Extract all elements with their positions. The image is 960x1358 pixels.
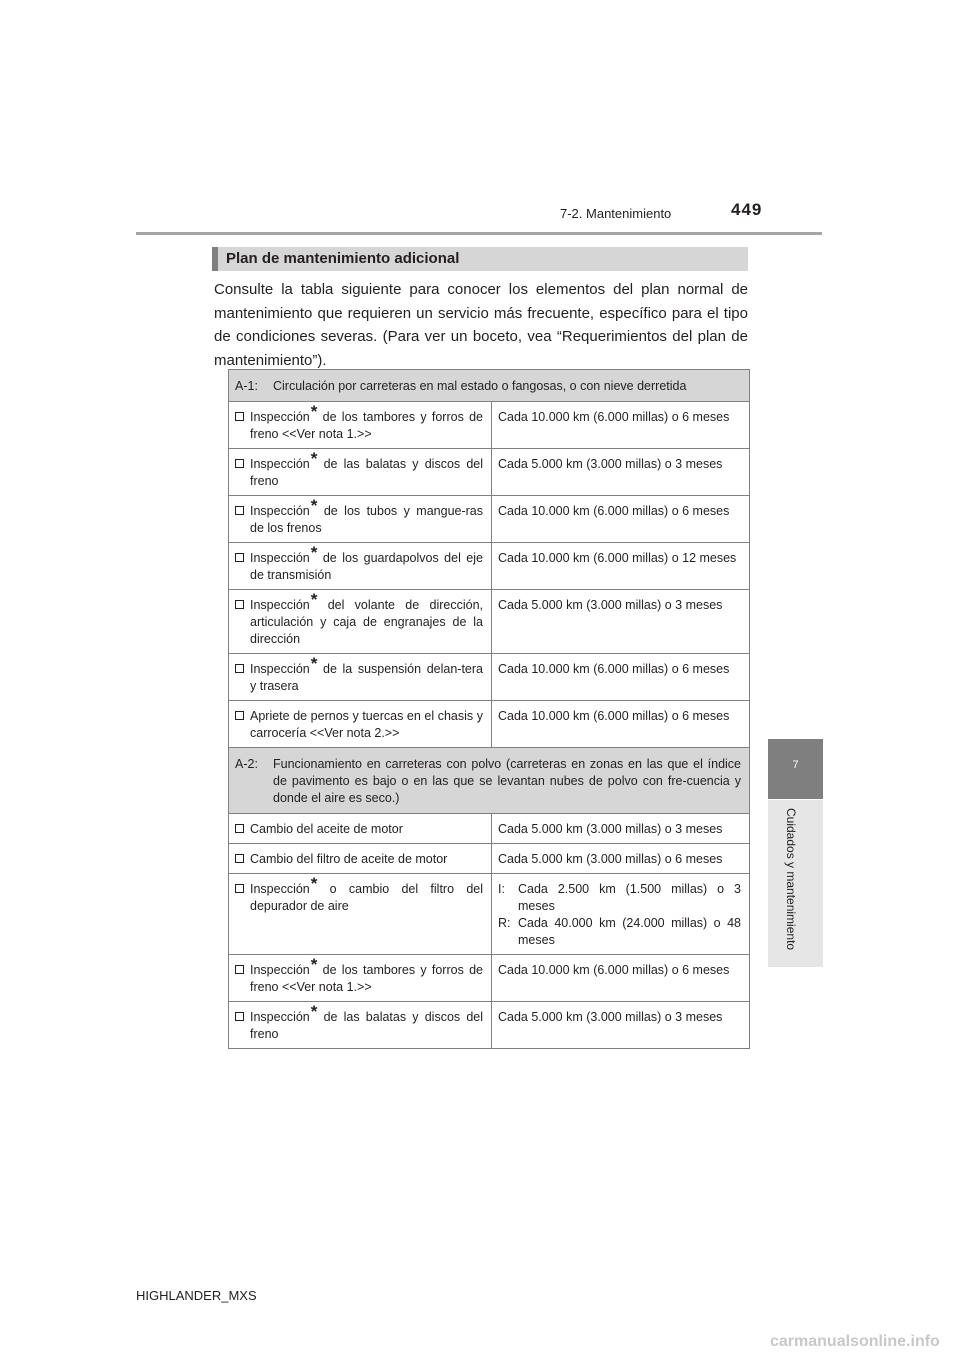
- checkbox-icon: [235, 854, 244, 863]
- table-row: [229, 402, 750, 449]
- service-interval: Cada 5.000 km (3.000 millas) o 6 meses: [492, 844, 750, 874]
- asterisk-icon: *: [310, 402, 318, 421]
- chapter-tab-label: Cuidados y mantenimiento: [784, 808, 798, 951]
- checkbox-icon: [235, 884, 244, 893]
- chapter-tab-number: 7: [792, 759, 799, 771]
- category-text: Funcionamiento en carreteras con polvo (carreteras en zonas en las que el índice de pavimento es bajo o en las que se levantan nubes de polvo con fre-cuencia y donde el aire es seco.): [273, 757, 741, 805]
- service-interval: [492, 874, 750, 955]
- inspection-code: I:: [498, 882, 505, 896]
- checkbox-icon: [235, 412, 244, 421]
- service-interval: Cada 10.000 km (6.000 millas) o 6 meses: [492, 955, 750, 1002]
- asterisk-icon: *: [310, 874, 318, 893]
- table-row: [229, 955, 750, 1002]
- table-row: [229, 814, 750, 844]
- category-row: [229, 370, 750, 402]
- service-interval: Cada 10.000 km (6.000 millas) o 6 meses: [492, 654, 750, 701]
- replacement-interval: Cada 40.000 km (24.000 millas) o 48 meses: [518, 916, 741, 947]
- table-row: [229, 543, 750, 590]
- header-rule: [136, 232, 822, 235]
- chapter-tab[interactable]: [768, 739, 823, 799]
- asterisk-icon: *: [310, 590, 318, 609]
- service-interval: Cada 5.000 km (3.000 millas) o 3 meses: [492, 814, 750, 844]
- category-row: [229, 748, 750, 814]
- section-title: Plan de mantenimiento adicional: [226, 250, 460, 267]
- item-text: Inspección* de las balatas y discos del freno: [250, 1002, 483, 1041]
- service-interval: Cada 5.000 km (3.000 millas) o 3 meses: [492, 1002, 750, 1049]
- item-text: Cambio del aceite de motor: [250, 822, 403, 836]
- category-code: A-2:: [235, 757, 258, 771]
- checkbox-icon: [235, 553, 244, 562]
- checkbox-icon: [235, 600, 244, 609]
- header-section: 7-2. Mantenimiento: [560, 206, 672, 221]
- checkbox-icon: [235, 459, 244, 468]
- item-text: Inspección* de las balatas y discos del freno: [250, 449, 483, 488]
- category-code: A-1:: [235, 379, 258, 393]
- item-text: Apriete de pernos y tuercas en el chasis y carrocería <<Ver nota 2.>>: [250, 709, 483, 740]
- checkbox-icon: [235, 1012, 244, 1021]
- table-row: [229, 1002, 750, 1049]
- category-text: Circulación por carreteras en mal estado o fangosas, o con nieve derretida: [273, 379, 687, 393]
- item-text: Inspección* de los tubos y mangue-ras de los frenos: [250, 496, 483, 535]
- item-text: Inspección* de los tambores y forros de freno <<Ver nota 1.>>: [250, 402, 483, 441]
- asterisk-icon: *: [310, 654, 318, 673]
- checkbox-icon: [235, 506, 244, 515]
- watermark: carmanualsonline.info: [770, 1333, 940, 1350]
- table-row: [229, 844, 750, 874]
- asterisk-icon: *: [310, 449, 318, 468]
- service-interval: Cada 5.000 km (3.000 millas) o 3 meses: [492, 590, 750, 654]
- table-row: [229, 874, 750, 955]
- intro-paragraph: Consulte la tabla siguiente para conocer los elementos del plan normal de mantenimiento que requieren un servicio más frecuente, específico para el tipo de condiciones severas. (Para ver un boceto, vea “Requerimientos del plan de mantenimiento”).: [214, 281, 748, 369]
- table-row: [229, 590, 750, 654]
- service-interval: Cada 10.000 km (6.000 millas) o 6 meses: [492, 402, 750, 449]
- item-text: Inspección* de los guardapolvos del eje de transmisión: [250, 543, 483, 582]
- checkbox-icon: [235, 824, 244, 833]
- table-row: [229, 449, 750, 496]
- footer-model: HIGHLANDER_MXS: [136, 1288, 257, 1303]
- table-row: [229, 701, 750, 748]
- item-text: Cambio del filtro de aceite de motor: [250, 852, 448, 866]
- inspection-interval: Cada 2.500 km (1.500 millas) o 3 meses: [518, 882, 741, 913]
- checkbox-icon: [235, 711, 244, 720]
- maintenance-table: [228, 369, 750, 1049]
- item-text: Inspección* de los tambores y forros de freno <<Ver nota 1.>>: [250, 955, 483, 994]
- asterisk-icon: *: [310, 1002, 318, 1021]
- service-interval: Cada 10.000 km (6.000 millas) o 6 meses: [492, 701, 750, 748]
- item-text: Inspección* de la suspensión delan-tera y trasera: [250, 654, 483, 693]
- service-interval: Cada 10.000 km (6.000 millas) o 6 meses: [492, 496, 750, 543]
- asterisk-icon: *: [310, 543, 318, 562]
- asterisk-icon: *: [310, 496, 318, 515]
- asterisk-icon: *: [310, 955, 318, 974]
- item-text: Inspección* o cambio del filtro del depurador de aire: [250, 874, 483, 913]
- table-row: [229, 654, 750, 701]
- checkbox-icon: [235, 664, 244, 673]
- page-number: 449: [731, 200, 763, 219]
- service-interval: Cada 10.000 km (6.000 millas) o 12 meses: [492, 543, 750, 590]
- replacement-code: R:: [498, 916, 511, 930]
- item-text: Inspección* del volante de dirección, articulación y caja de engranajes de la dirección: [250, 590, 483, 646]
- section-title-bar: [212, 247, 748, 271]
- checkbox-icon: [235, 965, 244, 974]
- table-row: [229, 496, 750, 543]
- service-interval: Cada 5.000 km (3.000 millas) o 3 meses: [492, 449, 750, 496]
